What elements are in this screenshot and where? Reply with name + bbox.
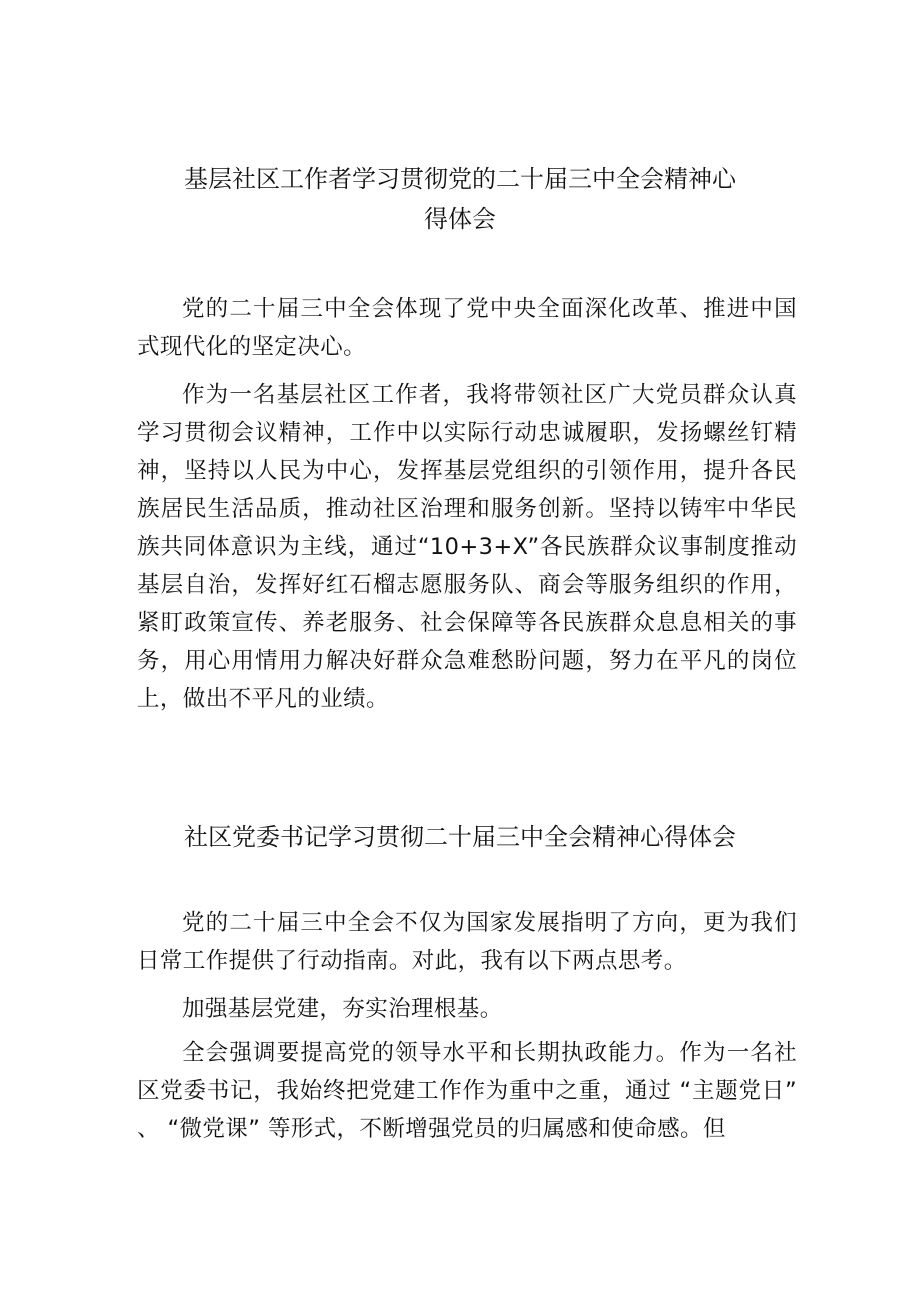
section2-paragraph-2: 加强基层党建，夯实治理根基。 [182, 996, 503, 1022]
section1-paragraph-2: 作为一名基层社区工作者，我将带领社区广大党员群众认真学习贯彻会议精神，工作中以实际行动忠诚履职，发扬螺丝钉精神，坚持以人民为中心，发挥基层党组织的引领作用，提升各民族居民生活品质，推动社区治理和服务创新。坚持以铸牢中华民族共同体意识为主线，通过“10+3+X”各民族群众议事制度推动基层自治，发挥好红石榴志愿服务队、商会等服务组织的作用，紧盯政策宣传、养老服务、社会保障等各民族群众息息相关的事务，用心用情用力解决好群众急难愁盼问题，努力在平凡的岗位上，做出不平凡的业绩。 [137, 382, 797, 712]
section1-title-line2: 得体会 [424, 205, 496, 233]
section1-title-line1: 基层社区工作者学习贯彻党的二十届三中全会精神心 [184, 165, 736, 193]
section1-paragraph-1: 党的二十届三中全会体现了党中央全面深化改革、推进中国式现代化的坚定决心。 [137, 296, 797, 360]
section2-title: 社区党委书记学习贯彻二十届三中全会精神心得体会 [184, 823, 736, 851]
section2-paragraph-1: 党的二十届三中全会不仅为国家发展指明了方向，更为我们日常工作提供了行动指南。对此，我有以下两点思考。 [137, 910, 797, 974]
section2-paragraph-3: 全会强调要提高党的领导水平和长期执政能力。作为一名社区党委书记，我始终把党建工作作为重中之重，通过 “主题党日” 、 “微党课” 等形式，不断增强党员的归属感和使命感。但 [137, 1040, 797, 1142]
